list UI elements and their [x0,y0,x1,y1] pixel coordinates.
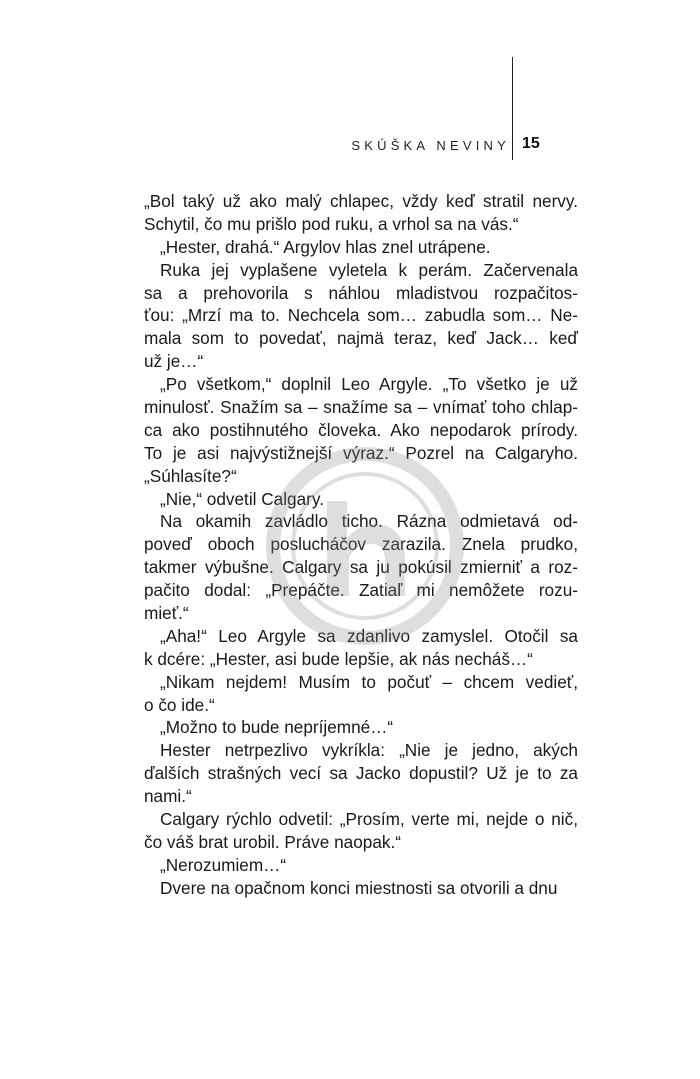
text-line: poveď oboch poslucháčov zarazila. Znela prudko, [144,534,578,555]
text-line: Na okamih zavládlo ticho. Rázna odmietavá od- [160,511,578,532]
paragraph [144,373,578,487]
paragraph [144,671,578,717]
text-line: nami.“ [144,786,192,807]
text-line: čo váš brat urobil. Práve naopak.“ [144,831,401,852]
paragraph [144,854,578,877]
text-line: „Aha!“ Leo Argyle sa zdanlivo zamyslel. Otočil sa [160,625,578,646]
paragraph [144,877,578,900]
text-line: To je asi najvýstižnejší výraz.“ Pozrel na Calgaryho. [144,442,578,463]
text-line: „Nerozumiem…“ [160,854,287,875]
text-line: „Nikam nejdem! Musím to počuť – chcem vedieť, [160,671,578,692]
text-line: mala som to povedať, najmä teraz, keď Jack… keď [144,328,578,349]
text-line: Calgary rýchlo odvetil: „Prosím, verte mi, nejde o nič, [160,809,578,830]
text-line: „Bol taký už ako malý chlapec, vždy keď stratil nervy. [144,191,578,211]
text-line: ťou: „Mrzí ma to. Nechcela som… zabudla som… Ne- [144,305,578,326]
text-line: Dvere na opačnom konci miestnosti sa otvorili a dnu [160,877,558,898]
text-line: o čo ide.“ [144,694,215,715]
text-line: už je…“ [144,351,204,372]
paragraph [144,739,578,808]
paragraph [144,716,578,739]
text-line: „Súhlasíte?“ [144,465,237,486]
paragraph [144,625,578,671]
text-line: takmer výbušne. Calgary sa ju pokúsil zmierniť a roz- [144,557,578,578]
paragraph [144,488,578,511]
text-line: pačito dodal: „Prepáčte. Zatiaľ mi nemôžete rozu- [144,580,578,601]
text-line: „Hester, drahá.“ Argylov hlas znel utrápene. [160,236,491,257]
text-line: „Možno to bude nepríjemné…“ [160,717,394,738]
body-text [144,190,578,900]
text-line: k dcére: „Hester, asi bude lepšie, ak nás necháš…“ [144,648,533,669]
paragraph [144,510,578,624]
text-line: minulosť. Snažím sa – snažíme sa – vnímať toho chlap- [144,397,578,418]
running-title: SKÚŠKA NEVINY [351,138,510,153]
text-line: ca ako postihnutého človeka. Ako nepodarok prírody. [144,419,578,440]
text-line: Schytil, čo mu prišlo pod ruku, a vrhol sa na vás.“ [144,213,519,234]
paragraph [144,236,578,259]
text-line: „Nie,“ odvetil Calgary. [160,488,324,509]
text-line: mieť.“ [144,603,189,624]
text-line: Ruka jej vyplašene vyletela k perám. Začervenala [160,259,578,280]
text-line: sa a prehovorila s náhlou mladistvou rozpačitos- [144,282,578,303]
text-line: ďalších strašných vecí sa Jacko dopustil? Už je to za [144,763,578,784]
paragraph [144,808,578,854]
header-vertical-rule [512,57,513,160]
text-line: Hester netrpezlivo vykríkla: „Nie je jedno, akých [160,740,578,761]
paragraph [144,259,578,373]
page-number: 15 [522,135,540,152]
text-line: „Po všetkom,“ doplnil Leo Argyle. „To všetko je už [160,374,578,395]
paragraph [144,190,578,236]
